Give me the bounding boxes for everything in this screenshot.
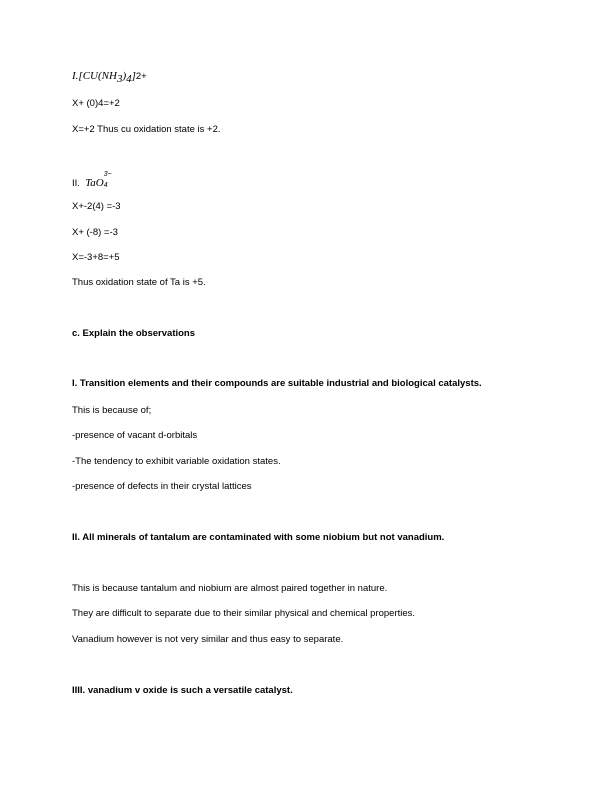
section-heading: c. Explain the observations bbox=[72, 328, 196, 339]
paragraph-line: Vanadium however is not very similar and thus easy to separate. bbox=[72, 634, 344, 645]
paragraph-line: -presence of vacant d-orbitals bbox=[72, 430, 198, 441]
formula-prefix: II. bbox=[72, 178, 80, 189]
formula-script-stack bbox=[103, 171, 116, 189]
formula-close-paren: ) bbox=[122, 70, 127, 82]
observation-heading: IIII. vanadium v oxide is such a versatile catalyst. bbox=[72, 685, 293, 696]
formula-sub-4: 4 bbox=[126, 72, 132, 85]
paragraph-line: This is because tantalum and niobium are almost paired together in nature. bbox=[72, 583, 388, 594]
formula-cu-complex bbox=[72, 70, 147, 83]
formula-open-bracket: [ bbox=[78, 70, 83, 82]
formula-sup-charge: 3− bbox=[103, 171, 112, 178]
formula-tao: TaO bbox=[85, 177, 104, 189]
calc-line: X+-2(4) =-3 bbox=[72, 201, 121, 212]
formula-cu-nh: CU(NH bbox=[82, 70, 117, 82]
paragraph-line: -The tendency to exhibit variable oxidation states. bbox=[72, 456, 281, 467]
formula-tantalate bbox=[72, 171, 116, 190]
calc-line: X=-3+8=+5 bbox=[72, 252, 120, 263]
observation-heading: I. Transition elements and their compounds are suitable industrial and biological catalysts. bbox=[72, 378, 482, 389]
formula-charge: 2+ bbox=[135, 71, 147, 82]
formula-prefix: I. bbox=[72, 70, 79, 82]
calc-line: X+ (-8) =-3 bbox=[72, 227, 118, 238]
calc-line: X=+2 Thus cu oxidation state is +2. bbox=[72, 124, 221, 135]
formula-close-bracket: ] bbox=[131, 70, 136, 82]
observation-heading: II. All minerals of tantalum are contaminated with some niobium but not vanadium. bbox=[72, 532, 445, 543]
paragraph-line: This is because of; bbox=[72, 405, 152, 416]
formula-sub-3: 3 bbox=[116, 72, 123, 85]
paragraph-line: -presence of defects in their crystal lattices bbox=[72, 481, 252, 492]
formula-sub-4: 4 bbox=[103, 182, 108, 189]
paragraph-line: They are difficult to separate due to their similar physical and chemical properties. bbox=[72, 608, 416, 619]
calc-line: Thus oxidation state of Ta is +5. bbox=[72, 277, 206, 288]
calc-line: X+ (0)4=+2 bbox=[72, 98, 120, 109]
